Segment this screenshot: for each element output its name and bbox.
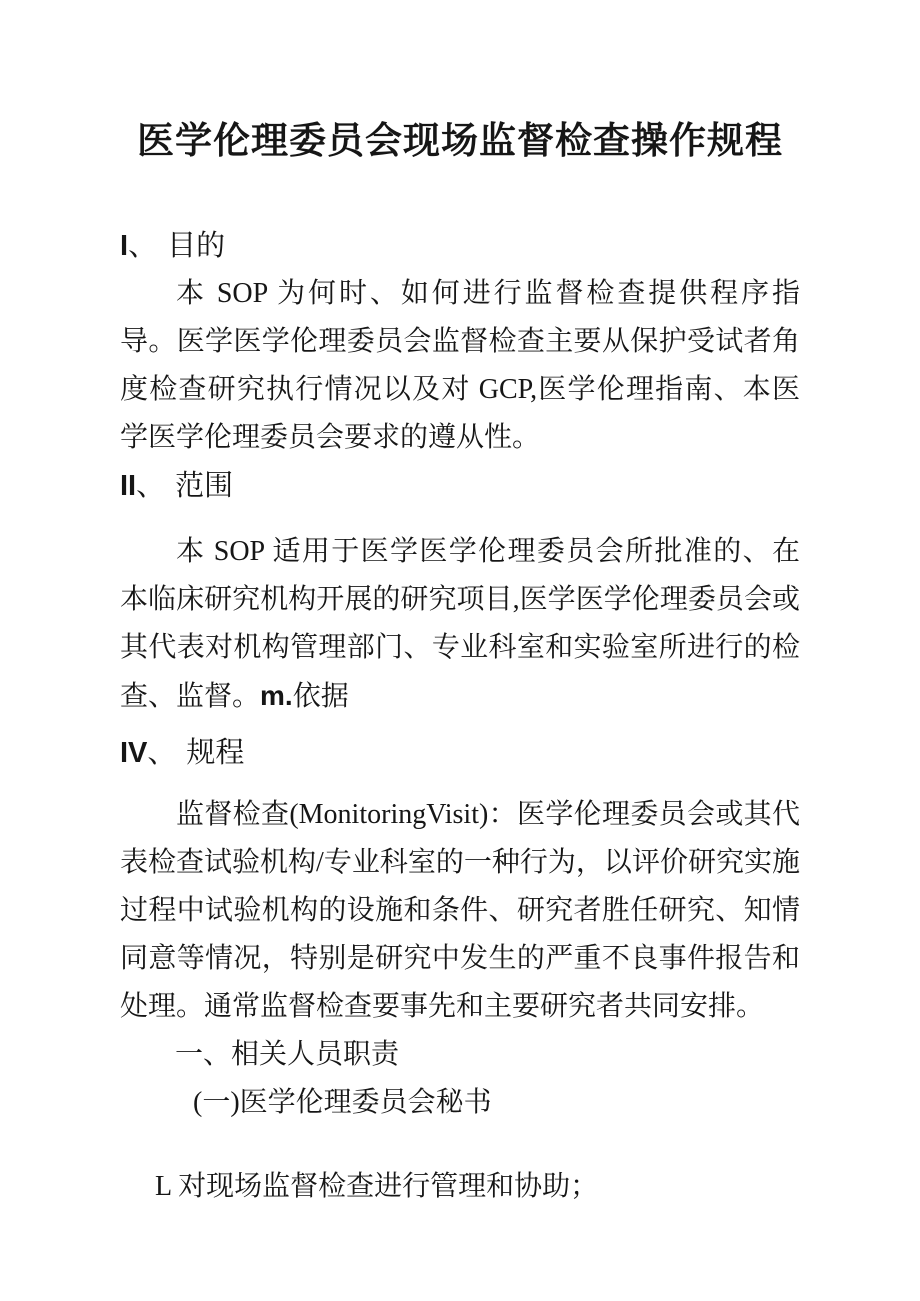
section-number-scope: II — [120, 470, 137, 502]
duty-item-manage-assist: L 对现场监督检查进行管理和协助； — [155, 1171, 599, 1202]
section-separator: 、 — [128, 230, 158, 262]
basis-section-label: 依据 — [292, 681, 349, 712]
section-heading-scope — [120, 462, 800, 510]
section-separator: 、 — [136, 470, 166, 502]
section-heading-procedure — [120, 729, 800, 777]
document-title: 医学伦理委员会现场监督检查操作规程 — [137, 120, 783, 161]
basis-section-number: m. — [260, 680, 293, 711]
purpose-paragraph: 本 SOP 为何时、如何进行监督检查提供程序指导。医学医学伦理委员会监督检查主要从保护受试者角度检查研究执行情况以及对 GCP,医学伦理指南、本医学医学伦理委员会要求的遵从性。 — [120, 278, 800, 453]
subsection-ethics-committee-secretary: (一)医学伦理委员会秘书 — [193, 1087, 492, 1118]
section-label-purpose: 目的 — [167, 230, 226, 262]
section-separator: 、 — [147, 737, 177, 769]
section-number-purpose: I — [120, 230, 129, 262]
section-number-procedure: IV — [120, 737, 148, 769]
section-label-scope: 范围 — [175, 470, 234, 502]
section-heading-purpose — [120, 222, 800, 270]
scope-paragraph — [120, 528, 800, 721]
section-label-procedure: 规程 — [186, 737, 245, 769]
procedure-paragraph: 监督检查(MonitoringVisit)：医学伦理委员会或其代表检查试验机构/专业科室的一种行为，以评价研究实施过程中试验机构的设施和条件、研究者胜任研究、知情同意等情况，特别是研究中发生的严重不良事件报告和处理。通常监督检查要事先和主要研究者共同安排。 — [120, 799, 800, 1022]
scope-paragraph-text: 本 SOP 适用于医学医学伦理委员会所批准的、在本临床研究机构开展的研究项目,医学医学伦理委员会或其代表对机构管理部门、专业科室和实验室所进行的检查、监督。 — [120, 536, 800, 712]
subsection-personnel-responsibilities: 一、相关人员职责 — [175, 1039, 400, 1070]
